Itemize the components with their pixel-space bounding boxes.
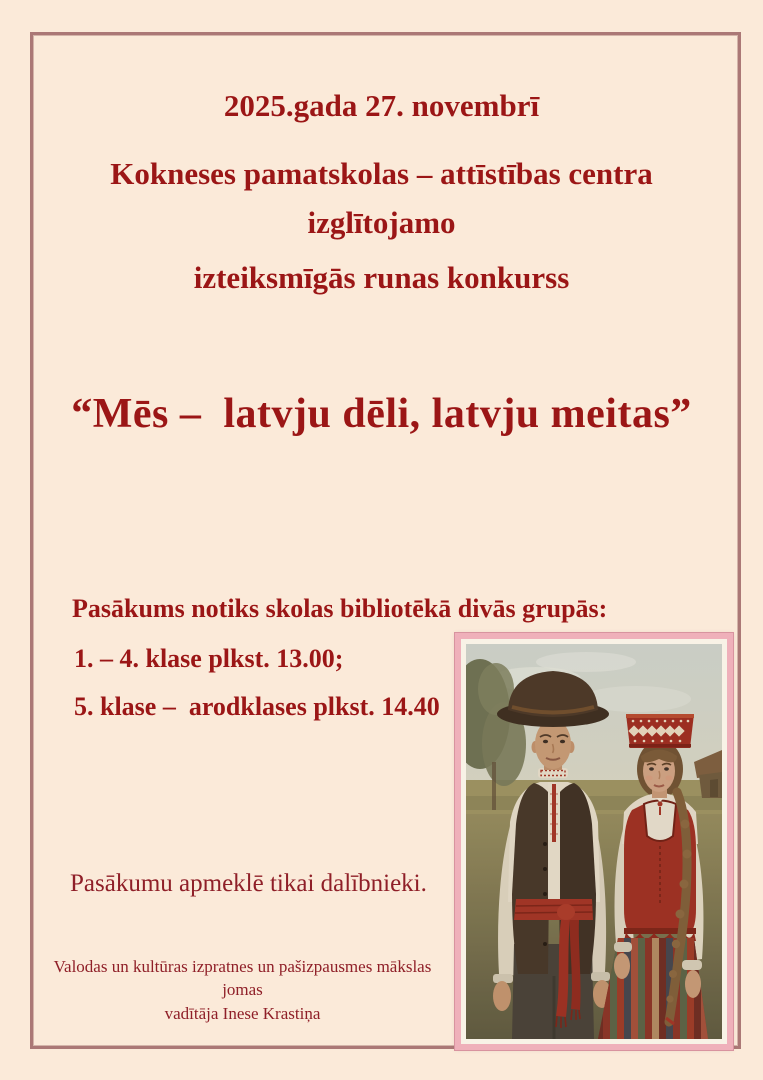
folk-costume-painting bbox=[455, 633, 733, 1050]
schedule-item: 5. klase – arodklases plkst. 14.40 bbox=[74, 692, 440, 721]
schedule-item: 1. – 4. klase plkst. 13.00; bbox=[74, 644, 344, 673]
organization-title: Kokneses pamatskolas – attīstības centra izglītojamo bbox=[110, 156, 653, 240]
info-heading: Pasākums notiks skolas bibliotēkā divās grupās: bbox=[72, 594, 608, 623]
attendance-note: Pasākumu apmeklē tikai dalībnieki. bbox=[70, 870, 427, 897]
organizer-role: Valodas un kultūras izpratnes un pašizpausmes mākslas jomas bbox=[53, 957, 432, 1000]
organizer-name: vadītāja Inese Krastiņa bbox=[164, 1003, 321, 1023]
event-date: 2025.gada 27. novembrī bbox=[223, 88, 540, 123]
organizer-signature bbox=[35, 955, 450, 1025]
event-theme-quote: “Mēs – latvju dēli, latvju meitas” bbox=[71, 391, 692, 437]
event-name: izteiksmīgās runas konkurss bbox=[193, 260, 570, 295]
